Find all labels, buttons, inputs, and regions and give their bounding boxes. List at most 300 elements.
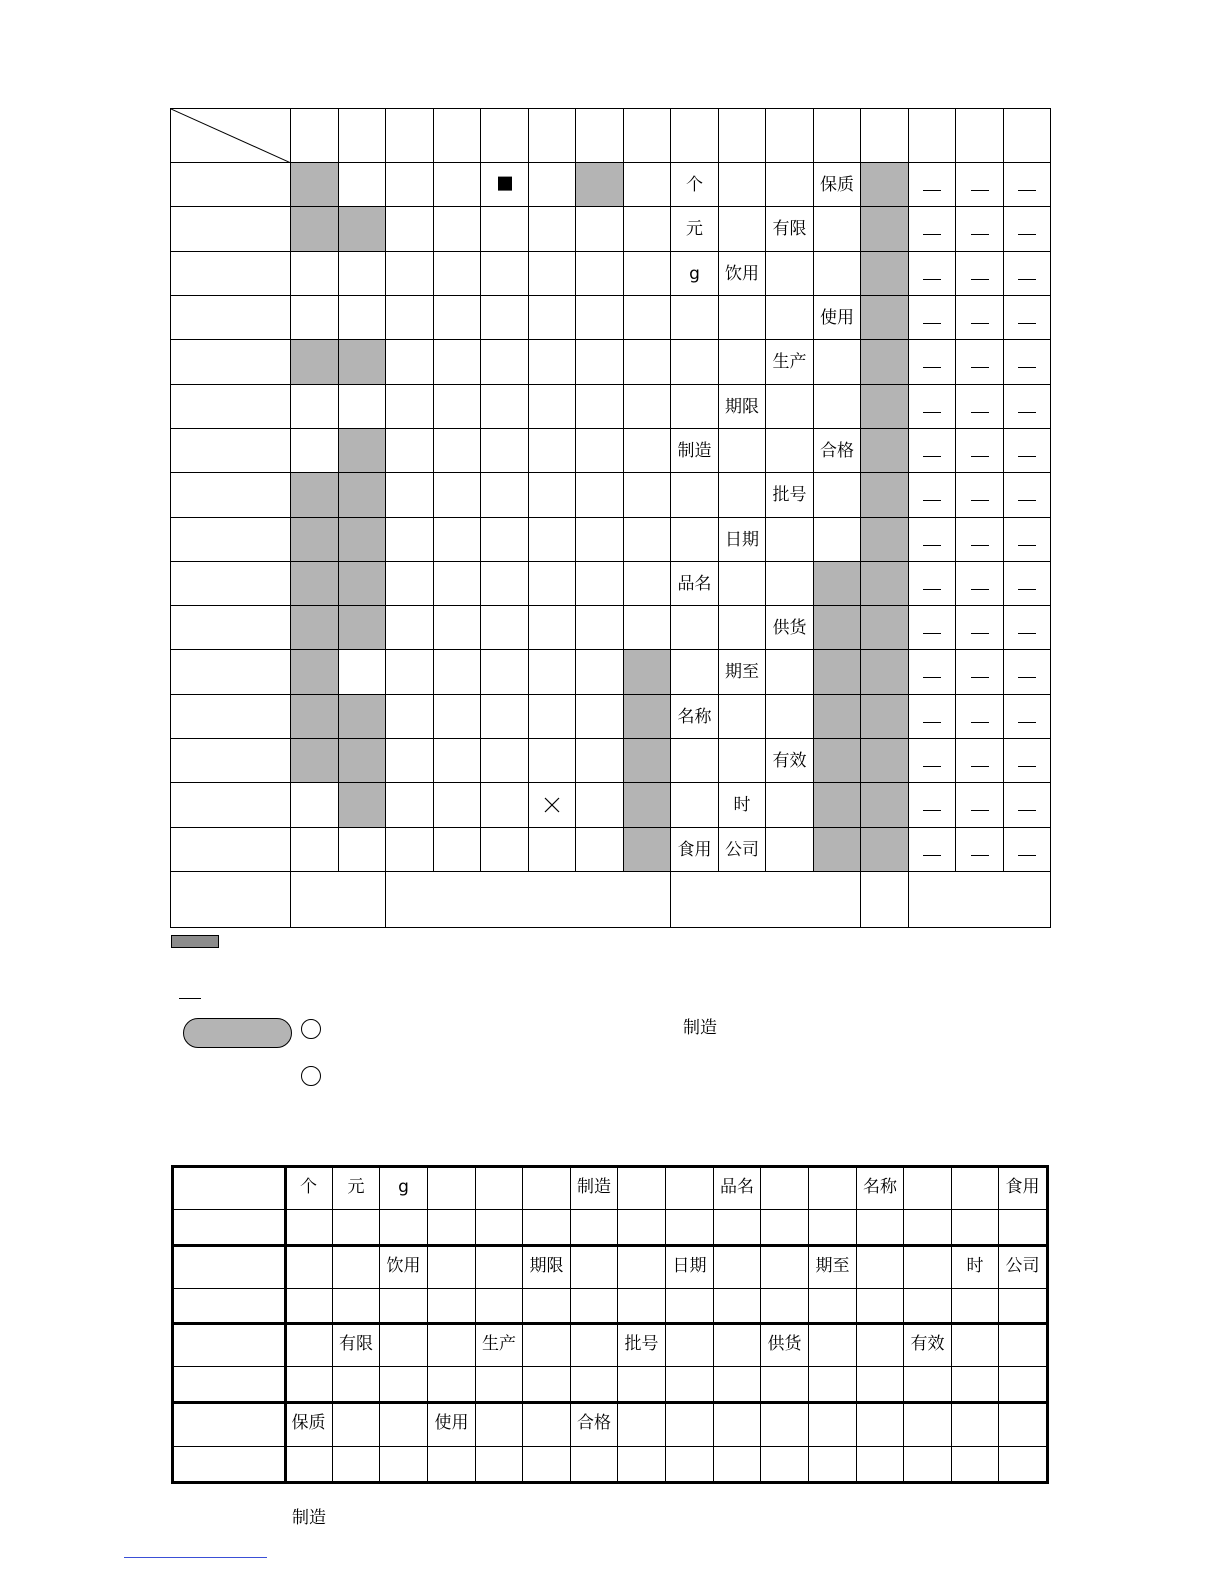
lower-cell: [951, 1322, 999, 1367]
grid-cell: [1003, 649, 1051, 695]
grid-cell: [290, 384, 339, 429]
grid-cell: [1003, 827, 1051, 872]
dash-mark: [923, 855, 941, 856]
dash-mark: [923, 633, 941, 634]
grid-cell: [623, 295, 671, 340]
cell-text: 元: [686, 219, 703, 239]
lower-blank-cell: [903, 1288, 952, 1323]
footer-cell: [908, 871, 1051, 928]
lower-cell: [903, 1165, 952, 1210]
grid-cell: [1003, 428, 1051, 473]
cell-text: 名称: [677, 706, 712, 727]
grid-cell: [385, 517, 434, 562]
grid-cell: [480, 517, 529, 562]
grid-cell: [718, 384, 766, 429]
grid-cell: [813, 827, 861, 872]
note-text: 制造: [683, 1018, 717, 1038]
lower-blank-cell: [379, 1209, 428, 1245]
grid-cell: [385, 339, 434, 385]
header-cell: [385, 108, 434, 163]
grid-cell: [623, 649, 671, 695]
grid-cell: [290, 827, 339, 872]
dash-mark: [971, 279, 989, 280]
lower-blank-cell: [951, 1446, 999, 1482]
row-label-cell: [170, 339, 291, 385]
cell-text: 合格: [820, 440, 854, 461]
grid-cell: [575, 517, 624, 562]
header-cell: [955, 108, 1004, 163]
lower-label-divider: [284, 1165, 287, 1484]
lower-cell: [379, 1244, 428, 1289]
grid-cell: [860, 295, 909, 340]
dash-mark: [1018, 412, 1036, 413]
grid-cell: [575, 206, 624, 252]
dash-mark: [971, 766, 989, 767]
lower-cell: [427, 1165, 476, 1210]
grid-cell: [385, 782, 434, 828]
grid-cell: [908, 561, 956, 606]
cell-text: 期至: [725, 662, 759, 682]
lower-blank-cell: [713, 1446, 761, 1482]
grid-cell: [528, 162, 576, 207]
grid-cell: [290, 605, 339, 650]
header-cell: [575, 108, 624, 163]
grid-cell: [480, 472, 529, 518]
lower-blank-cell: [427, 1209, 476, 1245]
grid-cell: [813, 782, 861, 828]
grid-cell: [385, 428, 434, 473]
lower-cell: [760, 1244, 809, 1289]
lower-blank-cell: [475, 1288, 523, 1323]
lower-cell-text: 合格: [577, 1413, 611, 1433]
grid-cell: [908, 738, 956, 783]
grid-cell: [575, 827, 624, 872]
grid-cell: [860, 649, 909, 695]
row-label-cell: [170, 162, 291, 207]
lower-cell: [475, 1165, 523, 1210]
lower-blank-cell: [998, 1209, 1047, 1245]
dash-mark: [971, 545, 989, 546]
dash-mark: [1018, 766, 1036, 767]
lower-cell-text: g: [398, 1176, 409, 1197]
grid-cell: [480, 782, 529, 828]
grid-cell: [480, 827, 529, 872]
dash-mark: [1018, 234, 1036, 235]
lower-cell: [665, 1165, 714, 1210]
grid-cell: [623, 339, 671, 385]
legend-swatch: [171, 935, 219, 948]
grid-cell: [528, 428, 576, 473]
lower-cell-text: 食用: [1005, 1176, 1040, 1197]
lower-blank-cell: [665, 1209, 714, 1245]
lower-blank-cell: [522, 1209, 571, 1245]
lower-cell: [475, 1322, 523, 1367]
grid-cell: [338, 738, 386, 783]
diagonal-line: [171, 109, 291, 163]
dash-mark: [971, 367, 989, 368]
lower-blank-cell: [713, 1288, 761, 1323]
lower-cell-text: 生产: [482, 1333, 516, 1354]
grid-cell: [908, 782, 956, 828]
grid-cell: [528, 384, 576, 429]
grid-cell: [623, 206, 671, 252]
grid-cell: [813, 251, 861, 296]
dash-mark: [923, 190, 941, 191]
lower-blank-cell: [903, 1209, 952, 1245]
lower-label-cell: [171, 1401, 285, 1447]
grid-cell: [670, 649, 719, 695]
lower-blank-cell: [284, 1446, 333, 1482]
grid-cell: [290, 738, 339, 783]
lower-cell: [998, 1322, 1047, 1367]
lower-blank-cell: [856, 1366, 904, 1402]
dash-mark: [1018, 810, 1036, 811]
grid-cell: [860, 162, 909, 207]
grid-cell: [908, 827, 956, 872]
lower-cell: [998, 1401, 1047, 1447]
lower-blank-cell: [951, 1288, 999, 1323]
lower-cell: [332, 1165, 380, 1210]
header-cell: [290, 108, 339, 163]
cross-mark: [543, 796, 561, 814]
grid-cell: [290, 206, 339, 252]
lower-blank-cell: [808, 1366, 857, 1402]
lower-cell-text: 个: [300, 1176, 317, 1197]
dash-mark: [1018, 456, 1036, 457]
lower-cell: [427, 1322, 476, 1367]
grid-cell: [338, 251, 386, 296]
grid-cell: [433, 472, 481, 518]
grid-cell: [385, 384, 434, 429]
lower-blank-cell: [951, 1366, 999, 1402]
grid-cell: [670, 384, 719, 429]
header-cell: [765, 108, 814, 163]
row-label-cell: [170, 517, 291, 562]
cell-text: g: [689, 263, 700, 284]
grid-cell: [908, 295, 956, 340]
lower-cell-text: 元: [347, 1176, 365, 1197]
cell-text: 个: [686, 174, 703, 195]
lower-cell: [522, 1322, 571, 1367]
grid-cell: [385, 561, 434, 606]
row-label-cell: [170, 827, 291, 872]
grid-cell: [433, 517, 481, 562]
lower-blank-cell: [570, 1209, 618, 1245]
grid-cell: [338, 472, 386, 518]
note-circle-2: [301, 1066, 321, 1086]
lower-cell-text: 品名: [720, 1176, 754, 1197]
grid-cell: [860, 206, 909, 252]
grid-cell: [718, 295, 766, 340]
grid-cell: [718, 649, 766, 695]
lower-cell: [284, 1244, 333, 1289]
lower-cell: [522, 1244, 571, 1289]
grid-cell: [1003, 738, 1051, 783]
grid-cell: [575, 605, 624, 650]
dash-mark: [923, 456, 941, 457]
grid-cell: [338, 517, 386, 562]
lower-cell: [808, 1322, 857, 1367]
grid-cell: [718, 339, 766, 385]
grid-cell: [338, 162, 386, 207]
lower-blank-cell: [760, 1288, 809, 1323]
grid-cell: [765, 339, 814, 385]
grid-cell: [290, 561, 339, 606]
grid-cell: [765, 694, 814, 739]
lower-blank-cell: [379, 1446, 428, 1482]
dash-mark: [1018, 633, 1036, 634]
row-label-cell: [170, 738, 291, 783]
lower-group-border: [171, 1401, 1048, 1404]
grid-cell: [718, 738, 766, 783]
lower-cell: [856, 1401, 904, 1447]
grid-cell: [860, 472, 909, 518]
lower-cell: [284, 1322, 333, 1367]
grid-cell: [765, 472, 814, 518]
lower-blank-cell: [998, 1288, 1047, 1323]
grid-cell: [433, 339, 481, 385]
lower-group-border: [171, 1322, 1048, 1325]
lower-blank-cell: [522, 1288, 571, 1323]
grid-cell: [908, 649, 956, 695]
grid-cell: [338, 295, 386, 340]
grid-cell: [718, 517, 766, 562]
dash-mark: [971, 810, 989, 811]
lower-cell: [427, 1244, 476, 1289]
lower-blank-cell: [284, 1288, 333, 1323]
row-label-cell: [170, 428, 291, 473]
dash-mark: [971, 323, 989, 324]
grid-cell: [860, 517, 909, 562]
grid-cell: [290, 428, 339, 473]
grid-cell: [765, 162, 814, 207]
lower-blank-cell: [617, 1446, 666, 1482]
grid-cell: [1003, 206, 1051, 252]
grid-cell: [623, 384, 671, 429]
grid-cell: [718, 206, 766, 252]
grid-cell: [765, 206, 814, 252]
grid-cell: [385, 827, 434, 872]
grid-cell: [813, 561, 861, 606]
grid-cell: [765, 517, 814, 562]
grid-cell: [765, 605, 814, 650]
grid-cell: [338, 827, 386, 872]
header-cell: [1003, 108, 1051, 163]
grid-cell: [575, 251, 624, 296]
grid-cell: [955, 472, 1004, 518]
note-pill: [183, 1018, 292, 1048]
grid-cell: [955, 206, 1004, 252]
grid-cell: [955, 162, 1004, 207]
row-label-cell: [170, 251, 291, 296]
grid-cell: [765, 428, 814, 473]
lower-cell: [665, 1244, 714, 1289]
lower-cell-text: 时: [966, 1255, 984, 1276]
footer-label-cell: [170, 871, 291, 928]
footer-text: 制造: [292, 1508, 326, 1528]
grid-cell: [528, 339, 576, 385]
grid-cell: [528, 649, 576, 695]
grid-cell: [765, 561, 814, 606]
lower-cell: [665, 1401, 714, 1447]
grid-cell: [1003, 782, 1051, 828]
grid-cell: [955, 295, 1004, 340]
grid-cell: [860, 827, 909, 872]
grid-cell: [623, 738, 671, 783]
lower-cell: [808, 1401, 857, 1447]
grid-cell: [338, 339, 386, 385]
grid-cell: [338, 782, 386, 828]
cell-text: 食用: [677, 839, 712, 860]
grid-cell: [338, 206, 386, 252]
grid-cell: [290, 295, 339, 340]
lower-cell: [617, 1401, 666, 1447]
main-grid: [171, 109, 1051, 928]
lower-blank-cell: [427, 1446, 476, 1482]
grid-cell: [528, 206, 576, 252]
grid-cell: [765, 782, 814, 828]
dash-mark: [923, 545, 941, 546]
lower-cell: [998, 1244, 1047, 1289]
lower-blank-cell: [951, 1209, 999, 1245]
lower-cell: [379, 1401, 428, 1447]
grid-cell: [718, 605, 766, 650]
grid-cell: [528, 472, 576, 518]
footer-rule: [124, 1557, 267, 1558]
grid-cell: [860, 605, 909, 650]
lower-blank-cell: [808, 1209, 857, 1245]
cell-text: 公司: [725, 839, 759, 860]
grid-cell: [908, 251, 956, 296]
lower-cell: [713, 1165, 761, 1210]
dash-mark: [923, 722, 941, 723]
grid-cell: [955, 428, 1004, 473]
grid-cell: [480, 428, 529, 473]
row-label-cell: [170, 206, 291, 252]
grid-cell: [575, 694, 624, 739]
lower-label-cell: [171, 1366, 285, 1402]
grid-cell: [480, 206, 529, 252]
grid-cell: [955, 738, 1004, 783]
dash-mark: [923, 279, 941, 280]
grid-cell: [575, 428, 624, 473]
dash-mark: [1018, 589, 1036, 590]
dash-mark: [1018, 545, 1036, 546]
grid-cell: [718, 162, 766, 207]
grid-cell: [433, 295, 481, 340]
cell-text: 时: [733, 795, 751, 815]
lower-blank-cell: [903, 1366, 952, 1402]
lower-cell: [570, 1244, 618, 1289]
grid-cell: [813, 472, 861, 518]
grid-cell: [908, 339, 956, 385]
dash-mark: [971, 412, 989, 413]
grid-cell: [813, 295, 861, 340]
lower-cell: [903, 1244, 952, 1289]
lower-blank-cell: [760, 1209, 809, 1245]
dash-mark: [923, 234, 941, 235]
lower-cell-text: 使用: [434, 1413, 469, 1433]
lower-cell: [760, 1165, 809, 1210]
lower-group-border: [171, 1165, 1048, 1168]
grid-cell: [860, 384, 909, 429]
grid-cell: [670, 295, 719, 340]
note-circle-1: [301, 1019, 321, 1039]
grid-cell: [860, 561, 909, 606]
lower-blank-cell: [713, 1209, 761, 1245]
header-cell: [908, 108, 956, 163]
grid-cell: [480, 251, 529, 296]
lower-blank-cell: [570, 1288, 618, 1323]
row-label-cell: [170, 472, 291, 518]
footer-cell: [385, 871, 671, 928]
grid-cell: [433, 738, 481, 783]
grid-cell: [670, 339, 719, 385]
lower-cell: [332, 1322, 380, 1367]
grid-cell: [670, 251, 719, 296]
grid-cell: [290, 251, 339, 296]
cell-text: 期限: [725, 396, 759, 417]
lower-blank-cell: [617, 1209, 666, 1245]
row-label-cell: [170, 649, 291, 695]
grid-cell: [290, 694, 339, 739]
grid-cell: [955, 827, 1004, 872]
lower-blank-cell: [665, 1288, 714, 1323]
lower-blank-cell: [475, 1446, 523, 1482]
grid-cell: [670, 517, 719, 562]
grid-cell: [908, 517, 956, 562]
grid-cell: [813, 605, 861, 650]
lower-cell: [760, 1322, 809, 1367]
note-dash: [179, 998, 201, 999]
header-cell: [433, 108, 481, 163]
grid-cell: [1003, 339, 1051, 385]
lower-blank-cell: [332, 1209, 380, 1245]
dash-mark: [923, 323, 941, 324]
grid-cell: [433, 782, 481, 828]
grid-cell: [1003, 251, 1051, 296]
lower-cell-text: 批号: [624, 1333, 659, 1354]
grid-cell: [908, 162, 956, 207]
grid-cell: [575, 162, 624, 207]
dash-mark: [1018, 677, 1036, 678]
grid-cell: [338, 649, 386, 695]
grid-cell: [765, 384, 814, 429]
grid-cell: [385, 295, 434, 340]
lower-cell: [522, 1401, 571, 1447]
row-label-cell: [170, 782, 291, 828]
grid-cell: [528, 782, 576, 828]
dash-mark: [1018, 279, 1036, 280]
grid-cell: [433, 428, 481, 473]
lower-cell: [951, 1401, 999, 1447]
lower-blank-cell: [379, 1366, 428, 1402]
lower-cell: [808, 1244, 857, 1289]
grid-cell: [623, 694, 671, 739]
grid-cell: [670, 605, 719, 650]
lower-cell: [713, 1322, 761, 1367]
lower-blank-cell: [760, 1446, 809, 1482]
grid-cell: [433, 251, 481, 296]
lower-label-cell: [171, 1244, 285, 1289]
lower-cell-text: 饮用: [386, 1255, 421, 1276]
grid-cell: [765, 738, 814, 783]
grid-cell: [955, 605, 1004, 650]
grid-cell: [670, 472, 719, 518]
grid-cell: [433, 694, 481, 739]
grid-cell: [433, 605, 481, 650]
grid-cell: [575, 649, 624, 695]
